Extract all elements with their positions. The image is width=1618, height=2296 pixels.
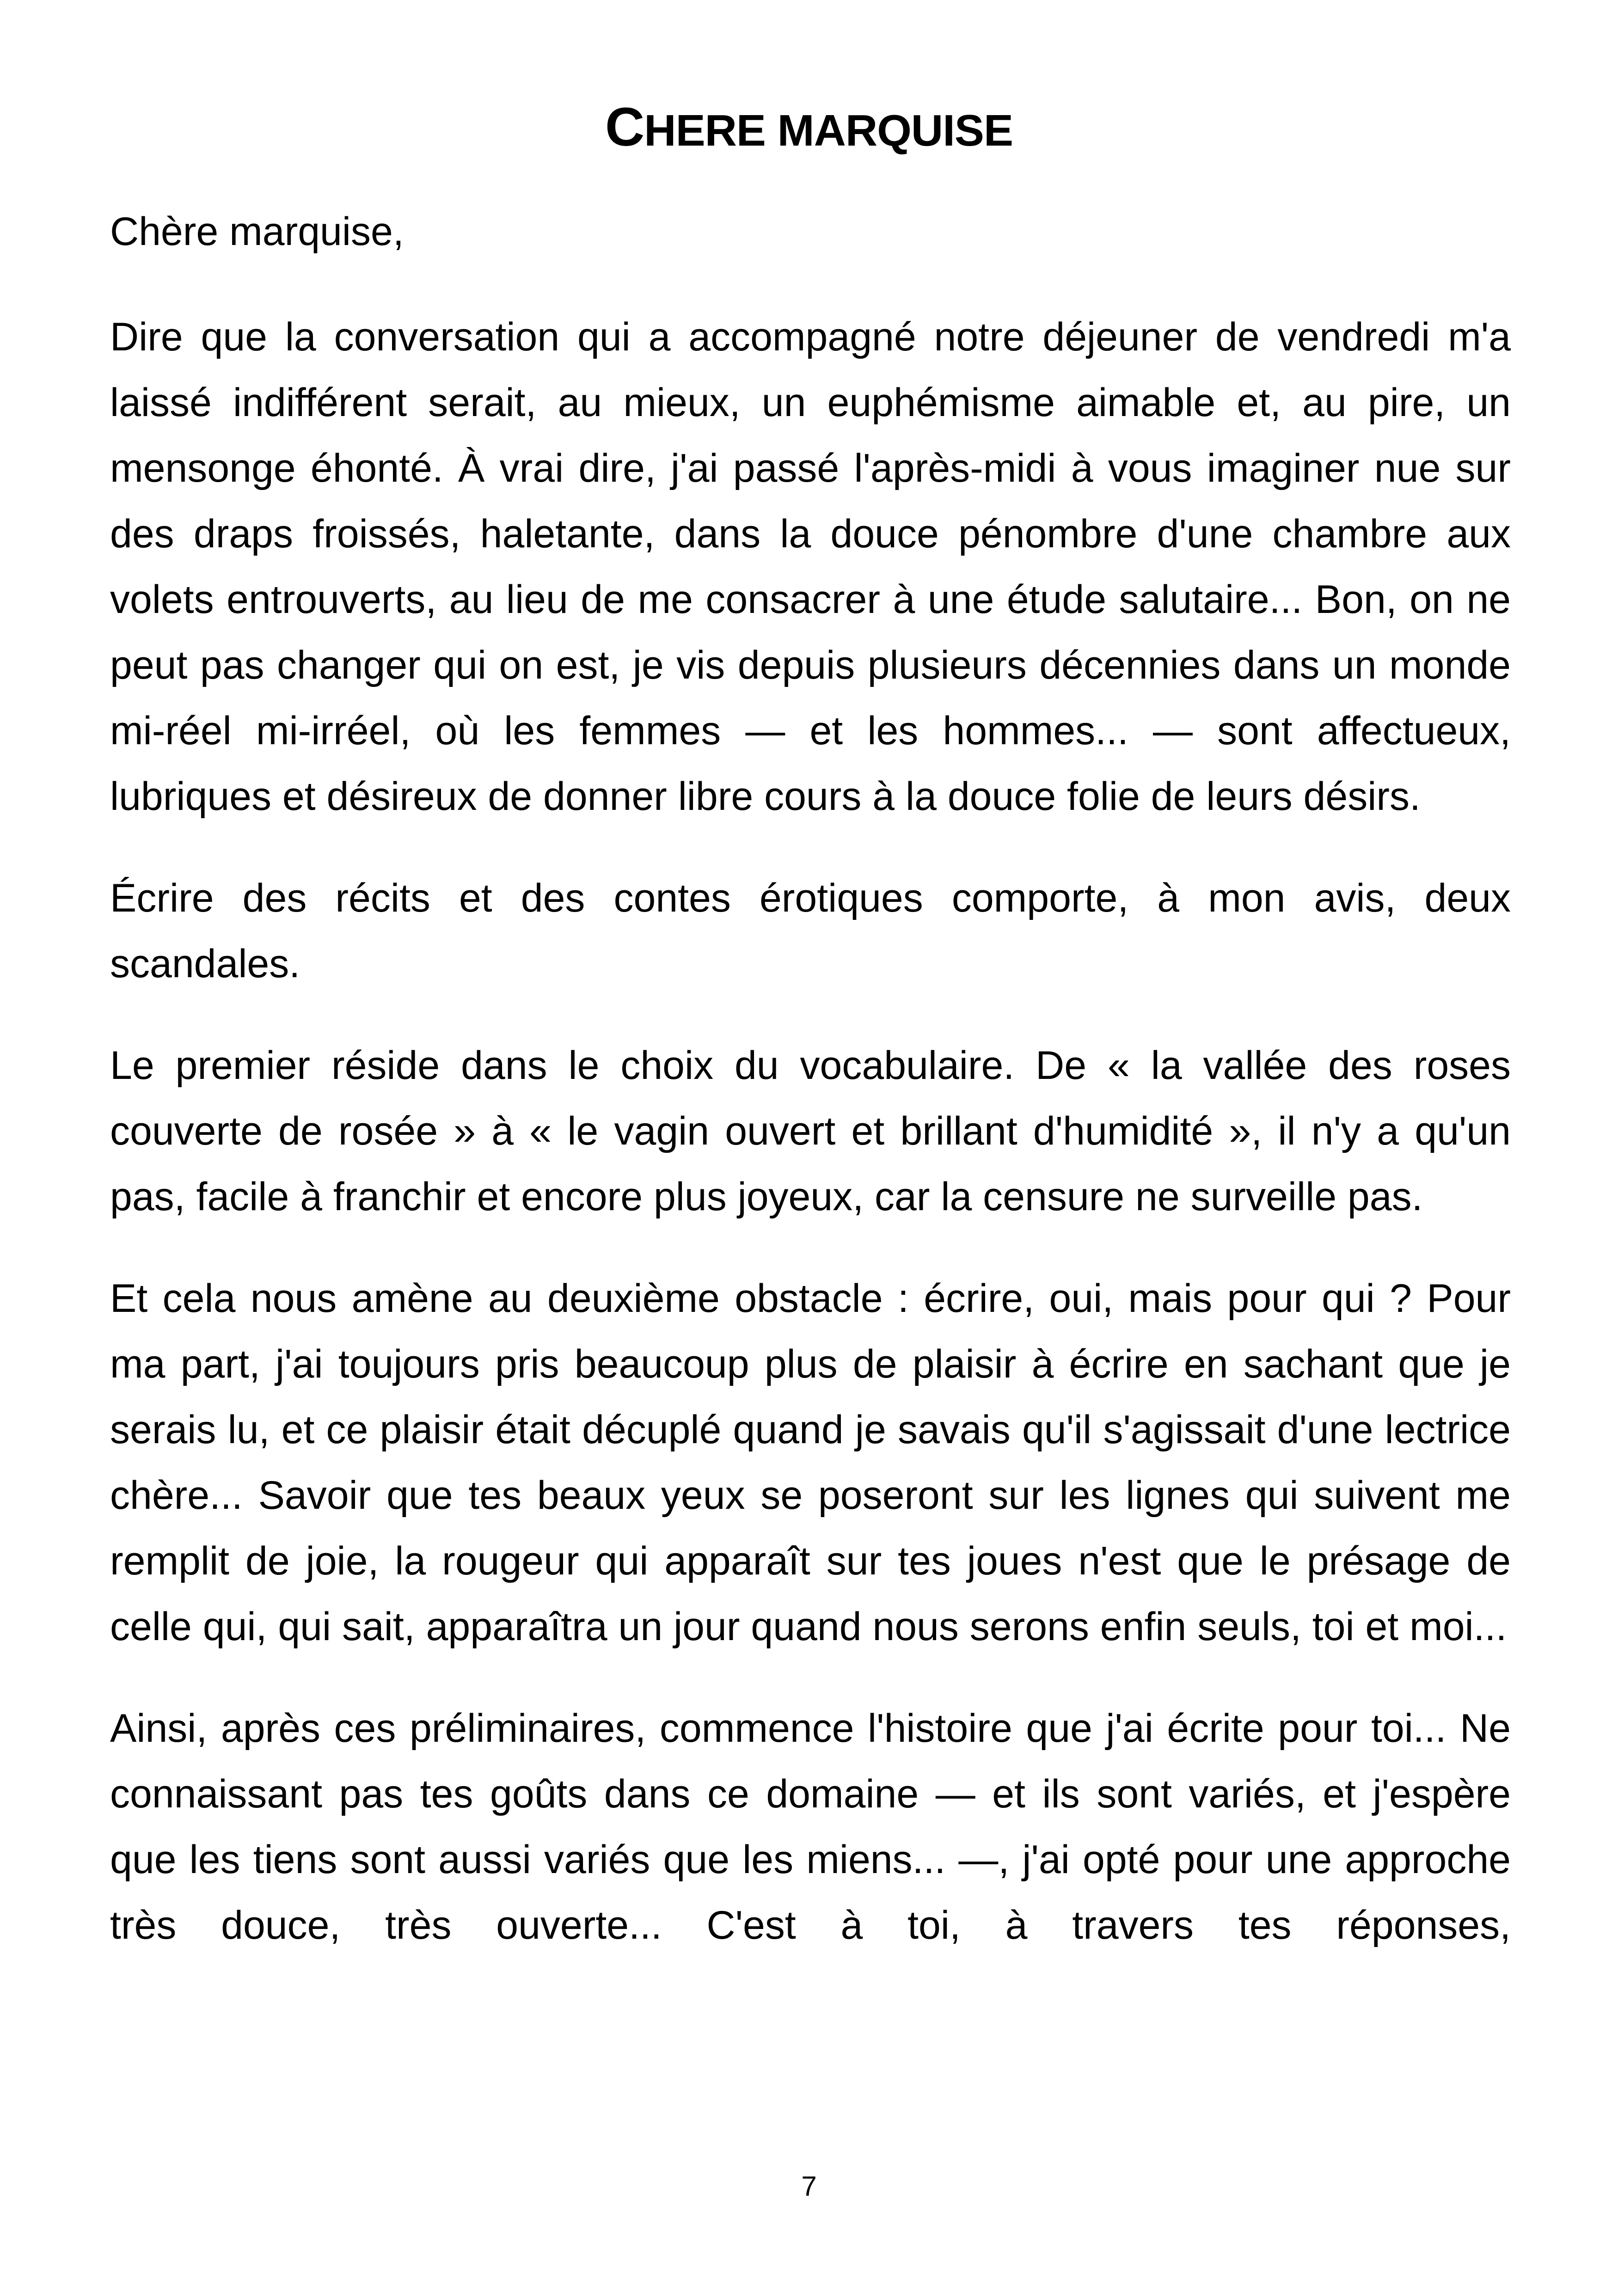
letter-body [110, 199, 1511, 1994]
paragraph-4: Et cela nous amène au deuxième obstacle : écrire, oui, mais pour qui ? Pour ma part, j'ai toujours pris beaucoup plus de plaisir à écrire en sachant que je serais lu, et ce plaisir était décuplé quand je savais qu'il s'agissait d'une lectrice chère... Savoir que tes beaux yeux se poseront sur les lignes qui suivent me remplit de joie, la rougeur qui apparaît sur tes joues n'est que le présage de celle qui, qui sait, apparaîtra un jour quand nous serons enfin seuls, toi et moi... [110, 1276, 1511, 1649]
chapter-title-rest: HERE MARQUISE [644, 106, 1013, 155]
chapter-title-initial: C [605, 97, 644, 158]
paragraph-2: Écrire des récits et des contes érotiques comporte, à mon avis, deux scandales. [110, 876, 1511, 986]
salutation: Chère marquise, [110, 209, 404, 254]
paragraph-5: Ainsi, après ces préliminaires, commence l'histoire que j'ai écrite pour toi... Ne connaissant pas tes goûts dans ce domaine — et ils sont variés, et j'espère que les tiens sont aussi variés que les miens... —, j'ai opté pour une approche très douce, très ouverte... C'est à toi, à travers tes réponses, [110, 1706, 1511, 1947]
paragraph-3: Le premier réside dans le choix du vocabulaire. De « la vallée des roses couverte de rosée » à « le vagin ouvert et brillant d'humidité », il n'y a qu'un pas, facile à franchir et encore plus joyeux, car la censure ne surveille pas. [110, 1043, 1511, 1219]
page-number: 7 [801, 2171, 817, 2202]
chapter-title [0, 90, 1618, 168]
paragraph-1: Dire que la conversation qui a accompagné notre déjeuner de vendredi m'a laissé indifférent serait, au mieux, un euphémisme aimable et, au pire, un mensonge éhonté. À vrai dire, j'ai passé l'après-midi à vous imaginer nue sur des draps froissés, haletante, dans la douce pénombre d'une chambre aux volets entrouverts, au lieu de me consacrer à une étude salutaire... Bon, on ne peut pas changer qui on est, je vis depuis plusieurs décennies dans un monde mi-réel mi-irréel, où les femmes — et les hommes... — sont affectueux, lubriques et désireux de donner libre cours à la douce folie de leurs désirs. [110, 315, 1511, 819]
